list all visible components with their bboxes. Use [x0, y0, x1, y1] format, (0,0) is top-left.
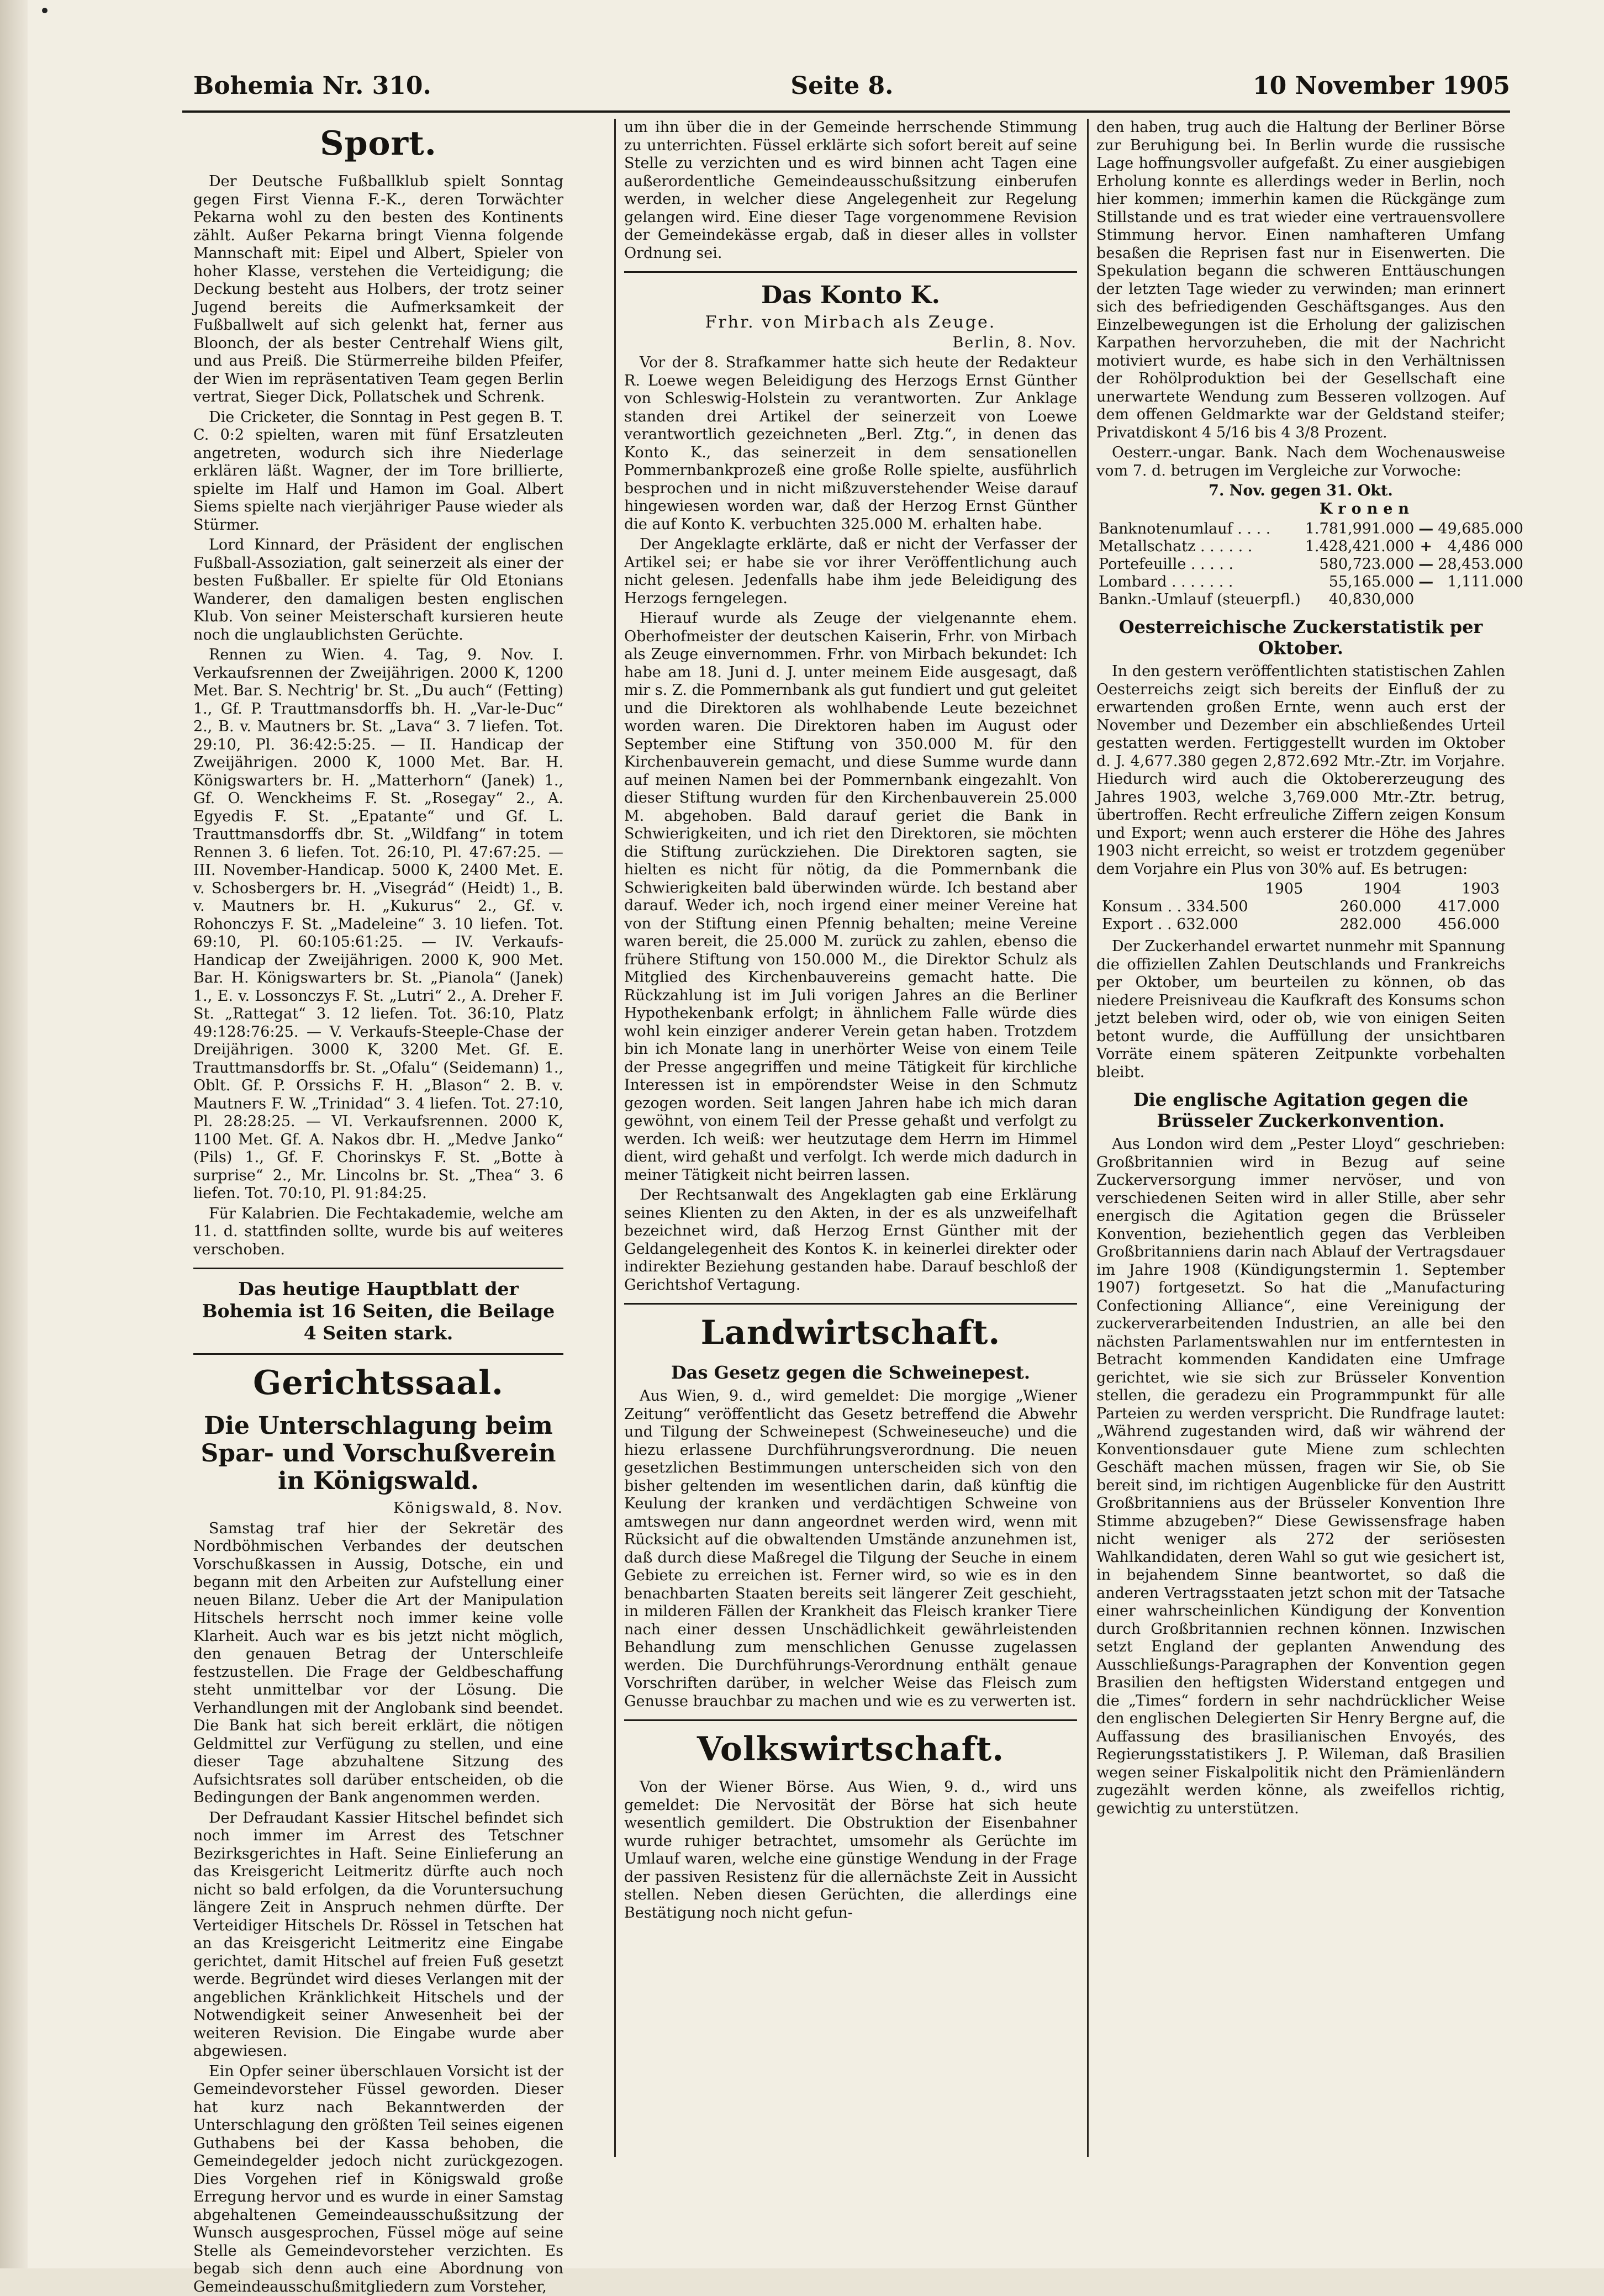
bank-cell-value: 1.781,991.000 [1303, 520, 1417, 538]
article-subheadline: Frhr. von Mirbach als Zeuge. [624, 314, 1077, 332]
header-right: 10 November 1905 [1253, 72, 1510, 100]
section-title-agriculture: Landwirtschaft. [624, 1313, 1077, 1352]
sugar-year: 1903 [1407, 880, 1505, 898]
header-rule [182, 110, 1510, 113]
bank-cell-diff: 49,685.000 [1436, 520, 1526, 538]
bank-cell-label: Banknotenumlauf . . . . [1096, 520, 1303, 538]
sugar-cell: 282.000 [1308, 916, 1407, 933]
column-rule-2 [1087, 119, 1089, 2157]
bank-cell-sign [1416, 591, 1436, 609]
article-paragraph: Hierauf wurde als Zeuge der vielgenannte ehem. Oberhofmeister der deutschen Kaiserin, Frhr. von Mirbach als Zeuge einvernommen. Frhr. von Mirbach bekundet: Ich habe am 18. Juni d. J. unter meinem Eide ausgesagt, daß mir s. Z. die Pommernbank als gut fundiert und gut geleitet und die Direktoren als wohlhabende Leute bezeichnet worden waren. Die Direktoren haben im August oder September eine Stiftung von 350.000 M. für den Kirchenbauverein gemacht, und diese Summe wurde dann auf meinen Namen bei der Pommernbank eingezahlt. Von dieser Stiftung wurden für den Kirchenbauverein 25.000 M. abgehoben. Bald darauf geriet die Bank in Schwierigkeiten, und ich riet den Direktoren, sie möchten die Stiftung zurückziehen. Die Direktoren sagten, sie hielten es nicht für nötig, da die Pommernbank die Schwierigkeiten bald überwinden würde. Ich bestand aber darauf. Weder ich, noch irgend einer meiner Vereine hat von der Stiftung einen Pfennig behalten; meine Vereine waren bereit, die 25.000 M. zurück zu zahlen, ebenso die frühere Stiftung von 150.000 M., die Direktor Schulz als Mitglied des Kirchenbauvereins gemacht hatte. Die Rückzahlung ist im Juli vorigen Jahres an die Berliner Hypothekenbank erfolgt; in ähnlichem Falle würde dies wohl kein einziger anderer Verein getan haben. Trotzdem bin ich Monate lang in unerhörter Weise von einem Teile der Presse angegriffen und meine Tätigkeit für kirchliche Interessen ist in empörendster Weise in den Schmutz gezogen worden. Seit langen Jahren habe ich mich daran gewöhnt, von einem Teil der Presse gehaßt und verfolgt zu werden. Ich weiß: wer heutzutage dem Herrn im Himmel dient, wird gehaßt und verfolgt. Ich werde mich dadurch in meiner Tätigkeit nicht beirren lassen. [624, 610, 1077, 1184]
divider [193, 1353, 563, 1355]
article-headline: Die Unterschlagung beim Spar- und Vorschußverein in Königswald. [193, 1412, 563, 1495]
bank-cell-diff: 4,486 000 [1436, 538, 1526, 556]
bank-cell-value: 580,723.000 [1303, 556, 1417, 573]
bank-cell-diff: 28,453.000 [1436, 556, 1526, 573]
article-headline: Das Konto K. [624, 282, 1077, 309]
column-2 [624, 119, 1077, 2157]
article-paragraph: Der Defraudant Kassier Hitschel befindet sich noch immer im Arrest des Tetschner Bezirksgerichtes in Haft. Seine Einlieferung an das Kreisgericht Leitmeritz dürfte auch noch nicht so bald erfolgen, da die Voruntersuchung längere Zeit in Anspruch nehmen dürfte. Der Verteidiger Hitschels Dr. Rössel in Tetschen hat an das Kreisgericht Leitmeritz eine Eingabe gerichtet, damit Hitschel auf freien Fuß gesetzt werde. Begründet wird dieses Verlangen mit der angeblichen Kränklichkeit Hitschels und der Notwendigkeit seiner Anwesenheit bei der weiteren Revision. Die Eingabe wurde aber abgewiesen. [193, 1809, 563, 2061]
ink-dot [42, 8, 48, 13]
bank-cell-label: Metallschatz . . . . . . [1096, 538, 1303, 556]
bank-cell-sign: — [1416, 520, 1436, 538]
article-paragraph: den haben, trug auch die Haltung der Berliner Börse zur Beruhigung bei. In Berlin wurde die russische Lage hoffnungsvoller aufgefaßt. Zu einer ausgiebigen Erholung konnte es allerdings weder in Berlin, noch hier kommen; immerhin kamen die Rückgänge zum Stillstande und es trat wieder eine vertrauensvollere Stimmung hervor. Einen namhafteren Umfang besaßen die Reprisen fast nur in Eisenwerten. Die Spekulation begann die schweren Enttäuschungen der letzten Tage wieder zu verwinden; man erinnert sich des befriedigenden Geschäftsganges. Aus den Einzelbewegungen ist die Erholung der galizischen Karpathen hervorzuheben, die mit der Nachricht motiviert wurde, es habe sich in den Verhältnissen der Rohölproduktion bei der Gesellschaft eine unerwartete Wendung zum Besseren vollzogen. Auf dem offenen Geldmarkte war der Geldstand steifer; Privatdiskont 4 5/16 bis 4 3/8 Prozent. [1096, 119, 1505, 442]
bank-cell-label: Lombard . . . . . . . [1096, 573, 1303, 591]
sugar-year: 1905 [1136, 880, 1309, 898]
bank-cell-diff [1436, 591, 1526, 609]
sport-paragraph: Lord Kinnard, der Präsident der englischen Fußball-Assoziation, galt seinerzeit als einer der besten Fußballer. Er spielte für Old Etonians Wanderer, den damaligen besten englischen Klub. Von seiner Meisterschaft kursieren heute noch die unglaublichsten Gerüchte. [193, 536, 563, 644]
sugar-cell: 456.000 [1407, 916, 1505, 933]
sugar-cell: 417.000 [1407, 898, 1505, 916]
bank-row [1096, 591, 1526, 609]
section-title-economy: Volkswirtschaft. [624, 1730, 1077, 1769]
divider [624, 271, 1077, 273]
article-paragraph: Von der Wiener Börse. Aus Wien, 9. d., wird uns gemeldet: Die Nervosität der Börse hat sich heute wesentlich gemildert. Die Obstruktion der Eisenbahner wurde ruhiger betrachtet, umsomehr als Gerüchte im Umlauf waren, welche eine günstige Wendung in der Frage der passiven Resistenz für die allernächste Zeit in Aussicht stellen. Neben diesen Gerüchten, die allerdings eine Bestätigung noch nicht gefun- [624, 1778, 1077, 1922]
edition-notice: Das heutige Hauptblatt der Bohemia ist 16 Seiten, die Beilage 4 Seiten stark. [193, 1278, 563, 1344]
bank-cell-value: 40,830,000 [1303, 591, 1417, 609]
dateline: Berlin, 8. Nov. [624, 334, 1077, 352]
bank-row [1096, 573, 1526, 591]
header-left: Bohemia Nr. 310. [193, 72, 431, 100]
article-headline: Das Gesetz gegen die Schweinepest. [624, 1362, 1077, 1383]
bank-row [1096, 520, 1526, 538]
sugar-row-label: Export . . 632.000 [1096, 916, 1308, 933]
bank-cell-value: 55,165.000 [1303, 573, 1417, 591]
bank-table-heading: 7. Nov. gegen 31. Okt. [1096, 482, 1505, 500]
article-headline: Oesterreichische Zuckerstatistik per Oktober. [1096, 616, 1505, 658]
sugar-row [1096, 916, 1505, 933]
sugar-table-header [1096, 880, 1136, 898]
article-headline: Die englische Agitation gegen die Brüsseler Zuckerkonvention. [1096, 1089, 1505, 1131]
bank-row [1096, 538, 1526, 556]
column-3 [1096, 119, 1505, 2157]
sport-paragraph: Rennen zu Wien. 4. Tag, 9. Nov. I. Verkaufsrennen der Zweijährigen. 2000 K, 1200 Met. Bar. S. Nechtrig' br. St. „Du auch“ (Fetting) 1., Gf. P. Trauttmansdorffs bh. H. „Var-le-Duc“ 2., B. v. Mautners br. St. „Lava“ 3. 7 liefen. Tot. 29:10, Pl. 36:42:5:25. — II. Handicap der Zweijährigen. 2000 K, 1000 Met. Bar. H. Königswarters br. H. „Matterhorn“ (Janek) 1., Gf. O. Wenckheims F. St. „Rosegay“ 2., A. Egyedis F. St. „Epatante“ und Gf. L. Trauttmansdorffs dbr. St. „Wildfang“ in totem Rennen 3. 6 liefen. Tot. 26:10, Pl. 47:67:25. — III. November-Handicap. 5000 K, 2400 Met. E. v. Schosbergers br. H. „Visegrád“ (Heidt) 1., B. v. Mautners br. H. „Kukurus“ 2., Gf. v. Rohonczys F. St. „Madeleine“ 3. 10 liefen. Tot. 69:10, Pl. 60:105:61:25. — IV. Verkaufs-Handicap der Zweijährigen. 2000 K, 900 Met. Bar. H. Königswarters br. St. „Pianola“ (Janek) 1., E. v. Lossonczys F. St. „Lutri“ 2., A. Dreher F. St. „Rattegat“ 3. 12 liefen. Tot. 36:10, Platz 49:128:76:25. — V. Verkaufs-Steeple-Chase der Dreijährigen. 3000 K, 3200 Met. Gf. E. Trauttmansdorffs br. St. „Ofalu“ (Seidemann) 1., Oblt. Gf. P. Orssichs F. H. „Blason“ 2. B. v. Mautners F. W. „Trinidad“ 3. 4 liefen. Tot. 27:10, Pl. 28:28:25. — VI. Verkaufsrennen. 2000 K, 1100 Met. Gf. A. Nakos dbr. H. „Medve Janko“ (Pils) 1., Gf. F. Chorinskys F. St. „Botte à surprise“ 2., Mr. Lincolns br. St. „Thea“ 3. 6 liefen. Tot. 70:10, Pl. 91:84:25. [193, 646, 563, 1203]
sugar-row [1096, 898, 1505, 916]
bank-intro: Oesterr.-ungar. Bank. Nach dem Wochenausweise vom 7. d. betrugen im Vergleiche zur Vorwoche: [1096, 444, 1505, 480]
page-header [193, 72, 1510, 99]
article-paragraph: Der Angeklagte erklärte, daß er nicht der Verfasser der Artikel sei; er habe sie vor ihrer Veröffentlichung auch nicht gelesen. Jedenfalls habe ihm jede Beleidigung des Herzogs ferngelegen. [624, 536, 1077, 608]
bank-row [1096, 556, 1526, 573]
article-paragraph: Aus Wien, 9. d., wird gemeldet: Die morgige „Wiener Zeitung“ veröffentlicht das Gesetz betreffend die Abwehr und Tilgung der Schweinepest (Schweineseuche) und die hiezu erlassene Durchführungsverordnung. Die neuen gesetzlichen Bestimmungen unterscheiden sich von den bisher geltenden im wesentlichen darin, daß künftig die Keulung der kranken und verdächtigen Schweine von amtswegen nur dann angeordnet werden wird, wenn mit Rücksicht auf die obwaltenden Umstände anzunehmen ist, daß durch diese Maßregel die Tilgung der Seuche in einem Gebiete zu erreichen ist. Ferner wird, so wie es in den benachbarten Staaten bereits seit längerer Zeit geschieht, in milderen Fällen der Krankheit das Fleisch kranker Tiere nach einer dessen Unschädlichkeit gewährleistenden Behandlung zum menschlichen Genusse zugelassen werden. Die Durchführungs-Verordnung enthält genaue Vorschriften darüber, in welcher Weise das Fleisch zum Genusse brauchbar zu machen und wie es zu verwerten ist. [624, 1387, 1077, 1711]
article-paragraph: Samstag traf hier der Sekretär des Nordböhmischen Verbandes der deutschen Vorschußkassen in Aussig, Dotsche, ein und begann mit den Arbeiten zur Aufstellung einer neuen Bilanz. Ueber die Art der Manipulation Hitschels herrscht noch immer keine volle Klarheit. Auch war es bis jetzt nicht möglich, den genauen Betrag der Unterschleife festzustellen. Die Frage der Geldbeschaffung steht unmittelbar vor der Lösung. Die Verhandlungen mit der Anglobank sind beendet. Die Bank hat sich bereit erklärt, die nötigen Geldmittel zur Verfügung zu stellen, und eine dieser Tage abzuhaltene Sitzung des Aufsichtsrates soll darüber entscheiden, ob die Bedingungen der Bank angenommen werden. [193, 1520, 563, 1807]
dateline: Königswald, 8. Nov. [193, 1500, 563, 1518]
divider [193, 1268, 563, 1269]
bank-table-unit: Kronen [1096, 500, 1505, 519]
sugar-table [1096, 880, 1505, 933]
sport-paragraph: Die Cricketer, die Sonntag in Pest gegen B. T. C. 0:2 spielten, waren mit fünf Ersatzleuten angetreten, wodurch sich ihre Niederlage erklären läßt. Wagner, der im Tore brillierte, spielte im Half und Hamon im Goal. Albert Siems spielte nach vierjähriger Pause wieder als Stürmer. [193, 409, 563, 535]
page-edge-shadow [0, 0, 28, 2268]
article-paragraph: Aus London wird dem „Pester Lloyd“ geschrieben: Großbritannien wird in Bezug auf seine Zuckerversorgung immer nervöser, und von verschiedenen Seiten wird in aller Stille, aber sehr energisch die Agitation gegen die Brüsseler Konvention, beziehentlich gegen das Verbleiben Großbritanniens darin nach Ablauf der Vertragsdauer im Jahre 1908 (Kündigungstermin 1. September 1907) fortgesetzt. So hat die „Manufacturing Confectioning Alliance“, eine Vereinigung der zuckerverarbeitenden Industrien, an alle bei den nächsten Parlamentswahlen nur im entferntesten in Betracht kommenden Kandidaten eine Umfrage gerichtet, wie sie sich zur Brüsseler Konvention stellen, die geradezu ein Programmpunkt für alle Parteien zu werden verspricht. Die Rundfrage lautet: „Während zugestanden wird, daß wir während der Konventionsdauer gute Miene zum schlechten Geschäft machen müssen, fragen wir Sie, ob Sie bereit sind, im richtigen Augenblicke für den Austritt Großbritanniens aus der Brüsseler Konvention Ihre Stimme abzugeben?“ Diese Gewissensfrage haben nicht weniger als 272 der seriösesten Wahlkandidaten, deren Wahl so gut wie gesichert ist, in bejahendem Sinne beantwortet, so daß die anderen Vertragsstaaten jetzt schon mit der Tatsache einer wahrscheinlichen Kündigung der Konvention durch Großbritannien rechnen können. Inzwischen setzt England der geplanten Anwendung des Ausschließungs-Paragraphen der Konvention gegen Brasilien den heftigsten Widerstand entgegen und die „Times“ fordern in sehr nachdrücklicher Weise den englischen Delegierten Sir Henry Bergne auf, die Auffassung des brasilianischen Envoyés, des Regierungsstatistikers J. P. Wileman, daß Brasilien wegen seiner Fiskalpolitik nicht den Prämienländern zugezählt werden könne, als zweifellos richtig, gewichtig zu unterstützen. [1096, 1136, 1505, 1818]
bank-cell-diff: 1,111.000 [1436, 573, 1526, 591]
header-center: Seite 8. [790, 72, 893, 100]
bank-cell-sign: — [1416, 556, 1436, 573]
article-paragraph: Der Rechtsanwalt des Angeklagten gab eine Erklärung seines Klienten zu den Akten, in der es als unzweifelhaft bezeichnet wird, daß Herzog Ernst Günther mit der Geldangelegenheit des Kontos K. in keinerlei direkter oder indirekter Beziehung gestanden habe. Darauf beschloß der Gerichtshof Vertagung. [624, 1186, 1077, 1294]
bank-cell-label: Portefeuille . . . . . [1096, 556, 1303, 573]
bank-table [1096, 520, 1526, 609]
article-paragraph: um ihn über die in der Gemeinde herrschende Stimmung zu unterrichten. Füssel erklärte sich sofort bereit auf seine Stelle zu verzichten und es wird binnen acht Tagen eine außerordentliche Gemeindeausschußsitzung einberufen werden, in welcher diese Angelegenheit zur Regelung gelangen wird. Eine dieser Tage vorgenommene Revision der Gemeindekässe ergab, daß in dieser alles in vollster Ordnung sei. [624, 119, 1077, 262]
column-rule-1 [614, 119, 616, 2157]
divider [624, 1303, 1077, 1305]
sport-paragraph: Für Kalabrien. Die Fechtakademie, welche am 11. d. stattfinden sollte, wurde bis auf weiteres verschoben. [193, 1205, 563, 1259]
article-paragraph: Vor der 8. Strafkammer hatte sich heute der Redakteur R. Loewe wegen Beleidigung des Herzogs Ernst Günther von Schleswig-Holstein zu verantworten. Zur Anklage standen drei Artikel der seinerzeit von Loewe verantwortlich gezeichneten „Berl. Ztg.“, in denen das Konto K., das seinerzeit in dem sensationellen Pommernbankprozeß eine große Rolle spielte, ausführlich besprochen und in nicht mißzuverstehender Weise darauf hingewiesen worden war, daß der Herzog Ernst Günther die auf Konto K. verbuchten 325.000 M. erhalten habe. [624, 354, 1077, 534]
bank-cell-label: Bankn.-Umlauf (steuerpfl.) [1096, 591, 1303, 609]
bank-cell-sign: + [1416, 538, 1436, 556]
article-paragraph: Der Zuckerhandel erwartet nunmehr mit Spannung die offiziellen Zahlen Deutschlands und Frankreichs per Oktober, um beurteilen zu können, ob das niedere Preisniveau die Kaufkraft des Konsums schon jetzt beleben wird, oder ob, wie von einigen Seiten betont wurde, die Auffüllung der unsichtbaren Vorräte einem späteren Zeitpunkte vorbehalten bleibt. [1096, 938, 1505, 1081]
divider [624, 1719, 1077, 1721]
article-paragraph: In den gestern veröffentlichten statistischen Zahlen Oesterreichs zeigt sich bereits der Einfluß der zu erwartenden großen Ernte, wenn auch erst der November und Dezember ein abschließendes Urteil gestatten werden. Fertiggestellt wurden im Oktober d. J. 4,677.380 gegen 2,872.692 Mtr.-Ztr. im Vorjahre. Hiedurch wird auch die Oktobererzeugung des Jahres 1903, welche 3,769.000 Mtr.-Ztr. betrug, übertroffen. Recht erfreuliche Ziffern zeigen Konsum und Export; wenn auch ersterer die Höhe des Jahres 1903 nicht erreicht, so weist er trotzdem gegenüber dem Vorjahre ein Plus von 30% auf. Es betrugen: [1096, 663, 1505, 878]
sugar-year: 1904 [1308, 880, 1407, 898]
section-title-court: Gerichtssaal. [193, 1364, 563, 1402]
article-paragraph: Ein Opfer seiner überschlauen Vorsicht ist der Gemeindevorsteher Füssel geworden. Dieser hat kurz nach Bekanntwerden der Unterschlagung den größten Teil seines eigenen Guthabens bei der Kassa behoben, die Gemeindegelder jedoch nicht zurückgezogen. Dies Vorgehen rief in Königswald große Erregung hervor und es wurde in einer Samstag abgehaltenen Gemeindeausschußsitzung der Wunsch ausgesprochen, Füssel möge auf seine Stelle als Gemeindevorsteher verzichten. Es begab sich denn auch eine Abordnung von Gemeindeausschußmitgliedern zum Vorsteher, [193, 2063, 563, 2296]
sport-paragraph: Der Deutsche Fußballklub spielt Sonntag gegen First Vienna F.-K., deren Torwächter Pekarna wohl zu den besten des Kontinents zählt. Außer Pekarna bringt Vienna folgende Mannschaft mit: Eipel und Albert, Spieler von hoher Klasse, verstehen die Verteidigung; die Deckung besteht aus Holbers, der trotz seiner Jugend bereits die Aufmerksamkeit der Fußballwelt auf sich gelenkt hat, ferner aus Bloonch, der als bester Centrehalf Wiens gilt, und aus Preiß. Die Stürmerreihe bilden Pfeifer, der Wien im repräsentativen Team gegen Berlin vertrat, Sieger Dick, Pollatschek und Schrenk. [193, 173, 563, 407]
column-1 [193, 119, 563, 2157]
sugar-cell: 260.000 [1308, 898, 1407, 916]
bank-cell-sign: — [1416, 573, 1436, 591]
bank-cell-value: 1.428,421.000 [1303, 538, 1417, 556]
sugar-row-label: Konsum . . 334.500 [1096, 898, 1308, 916]
section-title-sport: Sport. [193, 124, 563, 163]
